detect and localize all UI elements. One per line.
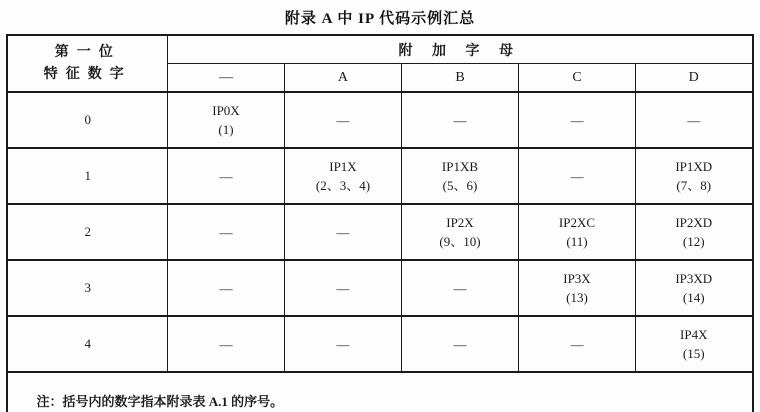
table-row [7, 204, 752, 260]
table-cell [518, 92, 635, 148]
table-cell [635, 260, 752, 316]
table-cell [401, 204, 518, 260]
table-cell [401, 316, 518, 372]
cell-code: IP4X [680, 327, 708, 342]
table-cell [167, 148, 284, 204]
table-row [7, 260, 752, 316]
table-footnote: 注：括号内的数字指本附录表 A.1 的序号。 [7, 372, 752, 412]
column-header-a: A [284, 64, 401, 93]
cell-code: IP3XD [675, 271, 713, 286]
table-cell [635, 92, 752, 148]
table-cell [284, 204, 401, 260]
cell-code: — [336, 280, 350, 296]
cell-ref: (14) [682, 290, 705, 305]
cell-code: IP0X [212, 103, 240, 118]
table-cell [284, 260, 401, 316]
cell-code: IP1X [329, 159, 357, 174]
row-header-digit: 0 [7, 92, 167, 148]
cell-ref: (15) [682, 346, 705, 361]
cell-code: — [219, 280, 233, 296]
cell-code: — [570, 168, 584, 184]
row-header-digit: 3 [7, 260, 167, 316]
cell-code: — [336, 224, 350, 240]
column-header-d: D [635, 64, 752, 93]
column-header-c: C [518, 64, 635, 93]
cell-ref: (11) [566, 234, 588, 249]
corner-header-line1: 第一位 [54, 44, 121, 60]
cell-code: IP1XB [441, 159, 479, 174]
cell-code: — [219, 168, 233, 184]
table-row [7, 92, 752, 148]
row-header-digit: 4 [7, 316, 167, 372]
table-row [7, 148, 752, 204]
cell-code: — [570, 336, 584, 352]
row-header-digit: 2 [7, 204, 167, 260]
note-row [7, 372, 752, 412]
row-header-digit: 1 [7, 148, 167, 204]
table-cell [167, 92, 284, 148]
cell-code: IP2XD [675, 215, 713, 230]
table-cell [518, 316, 635, 372]
table-row [7, 316, 752, 372]
cell-code: IP2X [446, 215, 474, 230]
table-cell [635, 316, 752, 372]
ip-code-summary-table [6, 34, 753, 412]
column-header-dash: — [167, 64, 284, 93]
cell-code: — [453, 280, 467, 296]
cell-code: — [453, 112, 467, 128]
corner-header [7, 35, 167, 92]
cell-code: IP2XC [558, 215, 596, 230]
cell-ref: (2、3、4) [315, 178, 371, 193]
table-cell [284, 148, 401, 204]
table-cell [167, 204, 284, 260]
corner-header-line2: 特征数字 [43, 66, 132, 82]
cell-ref: (7、8) [676, 178, 712, 193]
table-cell [401, 92, 518, 148]
table-cell [284, 92, 401, 148]
table-cell [518, 148, 635, 204]
group-header-row [7, 35, 752, 64]
table-cell [167, 260, 284, 316]
cell-code: — [453, 336, 467, 352]
cell-code: — [687, 112, 701, 128]
table-cell [401, 260, 518, 316]
cell-code: — [219, 336, 233, 352]
cell-code: — [336, 112, 350, 128]
table-cell [635, 204, 752, 260]
cell-ref: (13) [566, 290, 588, 305]
table-cell [518, 260, 635, 316]
table-cell [518, 204, 635, 260]
cell-ref: (5、6) [442, 178, 478, 193]
cell-code: IP1XD [675, 159, 713, 174]
cell-code: IP3X [563, 271, 591, 286]
cell-ref: (12) [682, 234, 705, 249]
column-header-b: B [401, 64, 518, 93]
table-cell [635, 148, 752, 204]
cell-ref: (9、10) [439, 234, 481, 249]
cell-code: — [570, 112, 584, 128]
page-title: 附录 A 中 IP 代码示例汇总 [284, 11, 476, 27]
table-cell [284, 316, 401, 372]
cell-code: — [219, 224, 233, 240]
table-cell [167, 316, 284, 372]
cell-ref: (1) [218, 122, 234, 137]
cell-code: — [336, 336, 350, 352]
table-cell [401, 148, 518, 204]
column-group-header: 附 加 字 母 [167, 35, 752, 64]
